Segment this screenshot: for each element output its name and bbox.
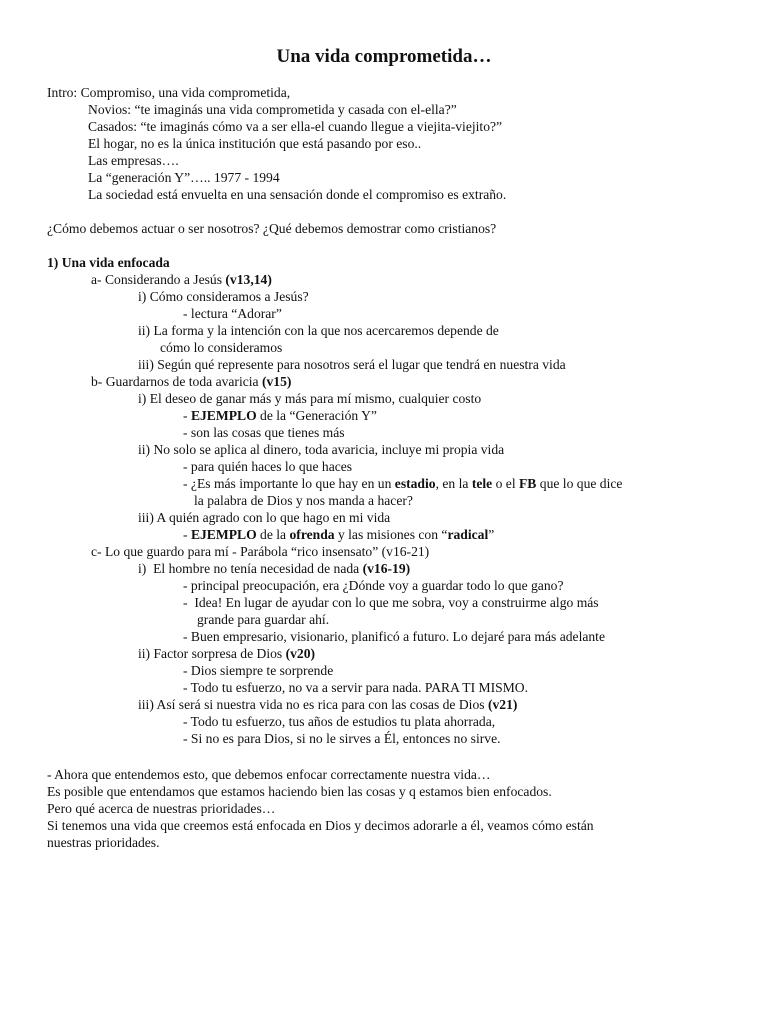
intro-line: Novios: “te imaginás una vida comprometida y casada con el-ella?” (88, 102, 457, 117)
bullet-line: - principal preocupación, era ¿Dónde voy a guardar todo lo que gano? (183, 578, 564, 593)
closing-line: - Ahora que entendemos esto, que debemos enfocar correctamente nuestra vida… (47, 767, 491, 782)
point-a-i: i) Cómo consideramos a Jesús? (138, 289, 309, 304)
section-heading: 1) Una vida enfocada (47, 255, 170, 270)
point-c-ii: ii) Factor sorpresa de Dios (v20) (138, 646, 316, 661)
intro-line: La “generación Y”….. 1977 - 1994 (88, 170, 280, 185)
point-b-iii: iii) A quién agrado con lo que hago en mi vida (138, 510, 391, 525)
point-b-ii: ii) No solo se aplica al dinero, toda avaricia, incluye mi propia vida (138, 442, 505, 457)
intro-line: Casados: “te imaginás cómo va a ser ella-el cuando llegue a viejita-viejito?” (88, 119, 503, 134)
bullet-line: - Idea! En lugar de ayudar con lo que me sobra, voy a construirme algo más (183, 595, 599, 610)
bullet-line: - son las cosas que tienes más (183, 425, 345, 440)
bullet-line: - EJEMPLO de la “Generación Y” (183, 408, 377, 423)
point-c-iii: iii) Así será si nuestra vida no es rica para con las cosas de Dios (v21) (138, 697, 518, 712)
intro-line: El hogar, no es la única institución que está pasando por eso.. (88, 136, 422, 151)
question-line: ¿Cómo debemos actuar o ser nosotros? ¿Qué debemos demostrar como cristianos? (47, 221, 497, 236)
intro-line: Las empresas…. (88, 153, 179, 168)
bullet-line: - EJEMPLO de la ofrenda y las misiones con “radical” (183, 527, 495, 542)
point-b-i: i) El deseo de ganar más y más para mí mismo, cualquier costo (138, 391, 482, 406)
point-a-ii-cont: cómo lo consideramos (160, 340, 283, 355)
closing-line: Es posible que entendamos que estamos haciendo bien las cosas y q estamos bien enfocados. (47, 784, 552, 799)
point-c: c- Lo que guardo para mí - Parábola “rico insensato” (v16-21) (91, 544, 430, 559)
bullet-line: - Todo tu esfuerzo, tus años de estudios tu plata ahorrada, (183, 714, 496, 729)
bullet-line: - ¿Es más importante lo que hay en un estadio, en la tele o el FB que lo que dice (183, 476, 623, 491)
bullet-line: - Todo tu esfuerzo, no va a servir para nada. PARA TI MISMO. (183, 680, 528, 695)
bullet-line: - Buen empresario, visionario, planificó a futuro. Lo dejaré para más adelante (183, 629, 605, 644)
intro-line: Intro: Compromiso, una vida comprometida, (47, 85, 291, 100)
bullet-line-cont: la palabra de Dios y nos manda a hacer? (194, 493, 413, 508)
point-a-ii: ii) La forma y la intención con la que nos acercaremos depende de (138, 323, 499, 338)
point-a: a- Considerando a Jesús (v13,14) (91, 272, 272, 287)
point-c-i: i) El hombre no tenía necesidad de nada (v16-19) (138, 561, 411, 576)
point-b: b- Guardarnos de toda avaricia (v15) (91, 374, 292, 389)
closing-line: Pero qué acerca de nuestras prioridades… (47, 801, 276, 816)
closing-line: nuestras prioridades. (47, 835, 160, 850)
point-a-iii: iii) Según qué represente para nosotros será el lugar que tendrá en nuestra vida (138, 357, 566, 372)
bullet-line: - lectura “Adorar” (183, 306, 282, 321)
intro-line: La sociedad está envuelta en una sensación donde el compromiso es extraño. (88, 187, 507, 202)
closing-line: Si tenemos una vida que creemos está enfocada en Dios y decimos adorarle a él, veamos cómo están (47, 818, 594, 833)
bullet-line-cont: grande para guardar ahí. (197, 612, 330, 627)
bullet-line: - Si no es para Dios, si no le sirves a Él, entonces no sirve. (183, 731, 501, 746)
document-title: Una vida comprometida… (276, 46, 492, 67)
bullet-line: - para quién haces lo que haces (183, 459, 353, 474)
bullet-line: - Dios siempre te sorprende (183, 663, 334, 678)
